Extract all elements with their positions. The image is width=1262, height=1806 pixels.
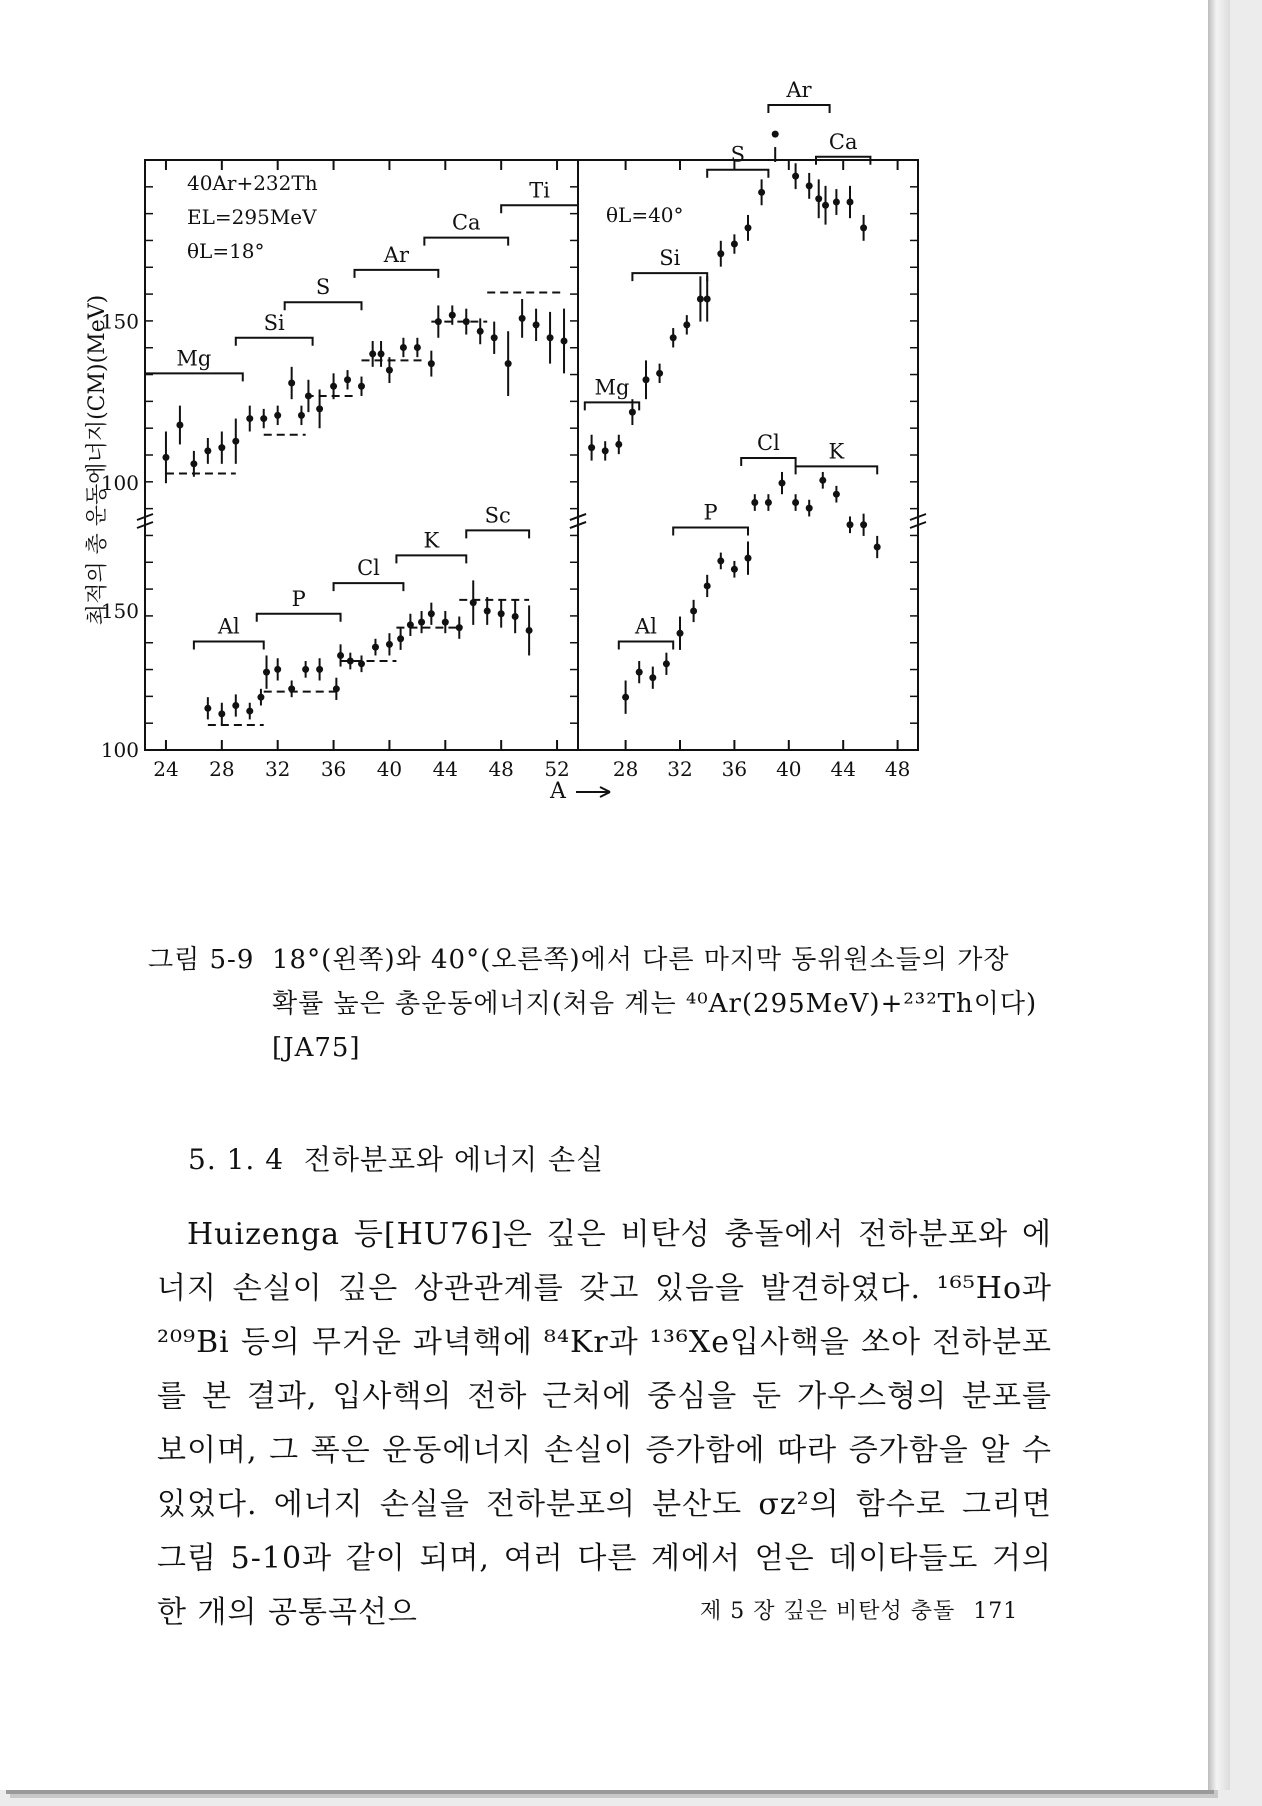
data-point — [677, 630, 684, 637]
data-point — [263, 669, 270, 676]
data-point — [663, 660, 670, 667]
x-tick-label: 40 — [776, 757, 802, 781]
data-point — [316, 666, 323, 673]
data-point — [260, 415, 267, 422]
data-point — [717, 250, 724, 257]
data-point — [246, 415, 253, 422]
element-bracket — [334, 583, 404, 591]
element-label: Mg — [594, 375, 630, 400]
data-point — [629, 409, 636, 416]
data-point — [288, 685, 295, 692]
data-point — [860, 521, 867, 528]
element-bracket — [707, 170, 768, 178]
panel-right-40deg — [570, 78, 926, 781]
data-point — [456, 624, 463, 631]
x-tick-label: 28 — [612, 757, 639, 781]
data-point — [697, 295, 704, 302]
data-point — [491, 334, 498, 341]
data-point — [765, 499, 772, 506]
data-point — [449, 312, 456, 319]
data-point — [344, 376, 351, 383]
y-axis-label: 최적의 총 운동에너지(CM)(MeV) — [85, 294, 110, 626]
element-label: Cl — [357, 556, 380, 581]
element-bracket — [236, 338, 313, 346]
data-point — [442, 619, 449, 626]
condition-label: EL=295MeV — [187, 205, 317, 229]
data-point — [232, 702, 239, 709]
data-point — [547, 334, 554, 341]
data-point — [505, 360, 512, 367]
data-point — [649, 674, 656, 681]
y-tick-label-lower: 100 — [100, 738, 139, 762]
data-point — [847, 521, 854, 528]
data-point — [588, 444, 595, 451]
data-point — [717, 557, 724, 564]
element-label: Al — [217, 614, 240, 639]
data-point — [190, 460, 197, 467]
data-point — [288, 380, 295, 387]
element-label: Sc — [484, 503, 511, 528]
data-point — [779, 480, 786, 487]
data-point — [204, 705, 211, 712]
page-number: 171 — [973, 1599, 1019, 1624]
y-tick-label-upper: 150 — [100, 309, 139, 334]
x-tick-label: 32 — [667, 757, 693, 781]
section-heading — [188, 1138, 604, 1178]
element-label: Mg — [176, 346, 212, 371]
element-bracket — [145, 373, 243, 381]
data-point — [792, 173, 799, 180]
element-label: P — [703, 500, 718, 525]
element-bracket — [424, 238, 508, 246]
data-point — [246, 708, 253, 715]
element-bracket — [257, 614, 341, 622]
data-point — [512, 613, 519, 620]
data-point — [274, 666, 281, 673]
data-point — [176, 422, 183, 429]
data-point — [758, 189, 765, 196]
page-footer — [700, 1594, 1018, 1625]
data-point — [305, 392, 312, 399]
data-point — [822, 202, 829, 209]
data-point — [670, 334, 677, 341]
data-point — [378, 350, 385, 357]
data-point — [615, 441, 622, 448]
element-bracket — [355, 270, 439, 278]
data-point — [519, 315, 526, 322]
page-edge — [1208, 0, 1230, 1790]
data-point — [232, 438, 239, 445]
data-point — [302, 666, 309, 673]
caption-label: 그림 5-9 — [148, 945, 255, 975]
x-tick-label: 48 — [884, 757, 911, 781]
x-tick-label: 44 — [432, 757, 459, 781]
element-bracket — [501, 205, 578, 213]
plot-frame — [578, 160, 918, 750]
data-point — [833, 199, 840, 206]
data-point — [815, 195, 822, 202]
element-bracket — [285, 302, 362, 310]
data-point — [772, 131, 779, 138]
data-point — [257, 694, 264, 701]
data-point — [204, 447, 211, 454]
data-point — [470, 599, 477, 606]
element-bracket — [466, 530, 529, 538]
data-point — [400, 344, 407, 351]
data-point — [656, 370, 663, 377]
element-label: Ti — [529, 178, 550, 203]
data-point — [386, 367, 393, 374]
body-text — [157, 1208, 1052, 1640]
element-bracket — [673, 528, 748, 536]
data-point — [806, 182, 813, 189]
element-bracket — [741, 458, 795, 466]
data-point — [428, 360, 435, 367]
x-tick-label: 44 — [830, 757, 856, 781]
data-point — [274, 412, 281, 419]
element-label: Ca — [451, 210, 481, 235]
data-point — [833, 491, 840, 498]
x-tick-label: 48 — [488, 757, 514, 781]
data-point — [874, 544, 881, 551]
data-point — [218, 444, 225, 451]
y-tick-label-lower: 150 — [100, 598, 139, 623]
data-point — [428, 610, 435, 617]
element-label: K — [423, 528, 440, 553]
data-point — [731, 241, 738, 248]
data-point — [704, 582, 711, 589]
caption-line-2: 확률 높은 총운동에너지(처음 계는 ⁴⁰Ar(295MeV)+²³²Th이다) — [272, 989, 1038, 1019]
element-label: S — [315, 275, 331, 300]
element-label: Ca — [828, 129, 858, 154]
data-point — [418, 619, 425, 626]
data-point — [533, 321, 540, 328]
element-bracket — [396, 555, 466, 563]
data-point — [643, 376, 650, 383]
element-label: Ar — [383, 242, 410, 267]
x-tick-label: 36 — [320, 757, 347, 781]
x-axis-label: A — [550, 779, 566, 804]
x-tick-label: 32 — [264, 757, 291, 781]
x-tick-label: 40 — [376, 757, 403, 781]
data-point — [316, 405, 323, 412]
data-point — [435, 318, 442, 325]
element-label: Ar — [786, 78, 812, 103]
data-point — [602, 447, 609, 454]
data-point — [636, 669, 643, 676]
data-point — [369, 350, 376, 357]
data-point — [704, 295, 711, 302]
data-point — [358, 660, 365, 667]
figure-5-9 — [85, 78, 1050, 940]
x-tick-label: 52 — [544, 757, 570, 781]
data-point — [751, 499, 758, 506]
data-point — [683, 321, 690, 328]
data-point — [526, 627, 533, 634]
element-label: Cl — [757, 431, 780, 456]
data-point — [484, 607, 491, 614]
section-number: 5. 1. 4 — [188, 1143, 285, 1176]
element-label: K — [828, 439, 845, 464]
element-label: S — [730, 142, 745, 167]
data-point — [414, 344, 421, 351]
condition-label: 40Ar+232Th — [187, 171, 318, 195]
caption-line-1: 18°(왼쪽)와 40°(오른쪽)에서 다른 마지막 동위원소들의 가장 — [272, 945, 1010, 975]
data-point — [498, 610, 505, 617]
caption-line-3: [JA75] — [272, 1033, 361, 1063]
data-point — [806, 505, 813, 512]
data-point — [330, 383, 337, 390]
data-point — [792, 499, 799, 506]
element-bracket — [619, 642, 673, 650]
element-label: Al — [635, 614, 657, 639]
element-label: Si — [659, 246, 681, 271]
data-point — [162, 454, 169, 461]
data-point — [463, 318, 470, 325]
body-paragraph: Huizenga 등[HU76]은 깊은 비탄성 충돌에서 전하분포와 에너지 손실이 깊은 상관관계를 갖고 있음을 발견하였다. ¹⁶⁵Ho과 ²⁰⁹Bi 등의 무거운 과녁핵에 ⁸⁴Kr과 ¹³⁶Xe입사핵을 쏘아 전하분포를 본 결과, 입사핵의 전하 근처에 중심을 둔 가우스형의 분포를 보이며, 그 폭은 운동에너지 손실이 증가함에 따라 증가함을 알 수 있었다. 에너지 손실을 전하분포의 분산도 σz²의 함수로 그리면 그림 5-10과 같이 되며, 여러 다른 계에서 얻은 데이타들도 거의 한 개의 공통곡선으 — [157, 1217, 1052, 1630]
data-point — [386, 641, 393, 648]
element-label: P — [291, 586, 306, 611]
y-tick-label-upper: 100 — [100, 471, 139, 496]
data-point — [218, 710, 225, 717]
data-point — [397, 635, 404, 642]
data-point — [477, 328, 484, 335]
data-point — [298, 412, 305, 419]
data-point — [372, 644, 379, 651]
data-point — [622, 694, 629, 701]
x-tick-label: 28 — [209, 757, 235, 781]
condition-label: θL=40° — [606, 203, 684, 227]
data-point — [358, 383, 365, 390]
x-tick-label: 36 — [721, 757, 748, 781]
element-bracket — [632, 273, 707, 281]
element-label: Si — [263, 310, 285, 335]
section-title: 전하분포와 에너지 손실 — [303, 1143, 605, 1176]
data-point — [561, 338, 568, 345]
data-point — [337, 652, 344, 659]
x-tick-label: 24 — [153, 757, 179, 781]
data-point — [860, 224, 867, 231]
panel-left-18deg — [101, 160, 586, 781]
data-point — [745, 555, 752, 562]
x-axis-arrow — [576, 787, 610, 797]
figure-caption — [148, 938, 1068, 1070]
condition-label: θL=18° — [187, 239, 265, 263]
data-point — [347, 658, 354, 665]
data-point — [819, 477, 826, 484]
data-point — [745, 224, 752, 231]
footer-chapter: 제 5 장 깊은 비탄성 충돌 — [700, 1599, 956, 1624]
data-point — [333, 685, 340, 692]
data-point — [847, 199, 854, 206]
element-bracket — [194, 642, 264, 650]
data-point — [731, 566, 738, 573]
element-bracket — [796, 466, 878, 474]
data-point — [690, 607, 697, 614]
data-point — [407, 621, 414, 628]
